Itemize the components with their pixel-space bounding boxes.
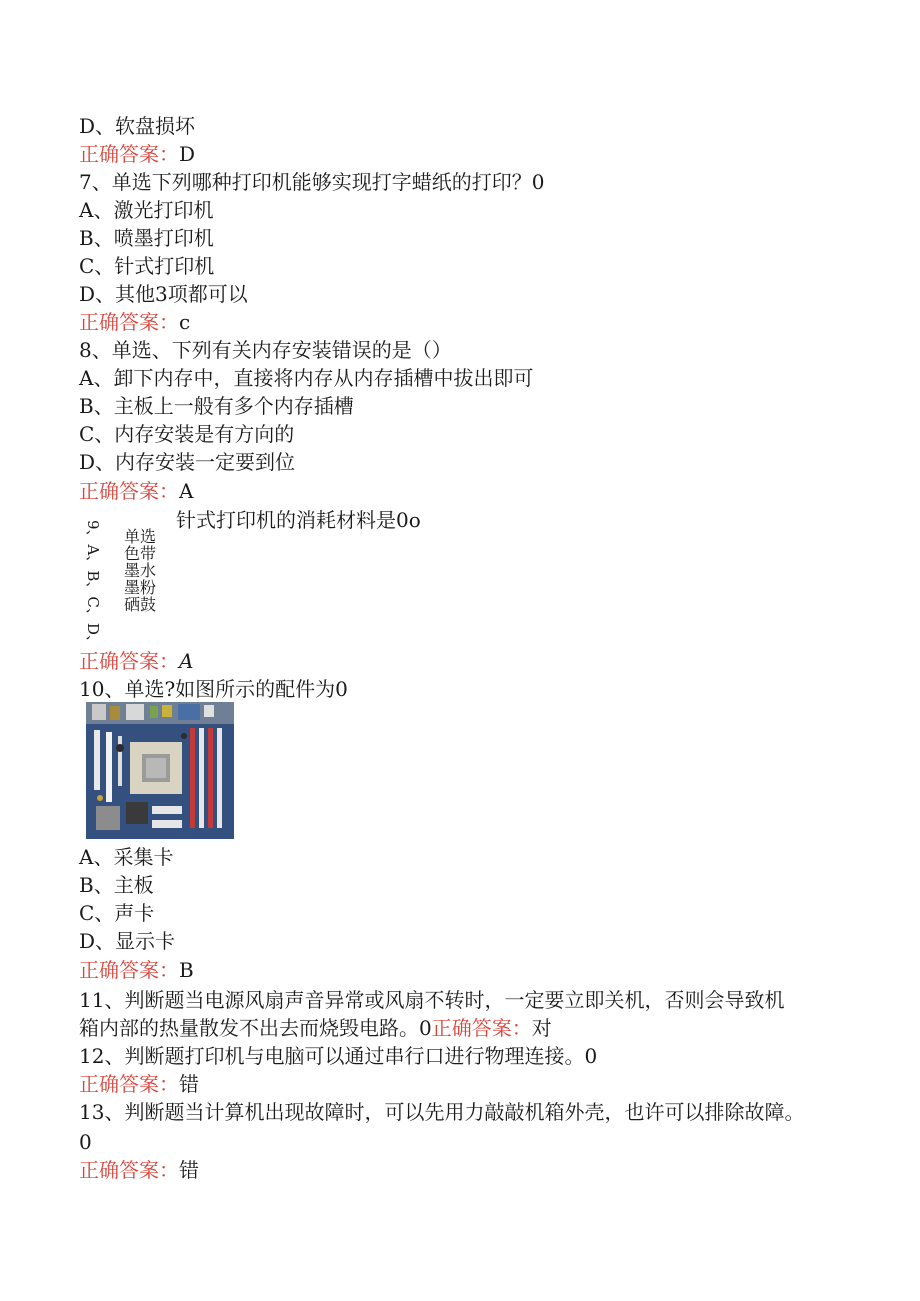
q11-question-text: 箱内部的热量散发不出去而烧毁电路。0 xyxy=(79,1016,432,1040)
q8-option-a: A、卸下内存中，直接将内存从内存插槽中拔出即可 xyxy=(79,366,534,390)
q8-option-b: B、主板上一般有多个内存插槽 xyxy=(79,394,354,418)
q10-question: 10、单选?如图所示的配件为0 xyxy=(79,677,348,701)
q7-answer xyxy=(79,308,190,336)
answer-label: 正确答案： xyxy=(79,479,179,503)
q9-question-stem: 针式打印机的消耗材料是0o xyxy=(176,508,421,532)
q8-option-c: C、内存安装是有方向的 xyxy=(79,422,295,446)
q11-question-line1: 11、判断题当电源风扇声音异常或风扇不转时，一定要立即关机，否则会导致机 xyxy=(79,988,785,1012)
q8-question: 8、单选、下列有关内存安装错误的是（） xyxy=(79,338,452,362)
q10-option-a: A、采集卡 xyxy=(79,845,174,869)
q8-answer xyxy=(79,477,193,505)
q13-question-line1: 13、判断题当计算机出现故障时，可以先用力敲敲机箱外壳，也许可以排除故障。 xyxy=(79,1100,805,1124)
motherboard-image xyxy=(86,702,234,839)
q7-option-c: C、针式打印机 xyxy=(79,254,215,278)
q6-option-d: D、软盘损坏 xyxy=(79,114,196,138)
q10-option-c: C、声卡 xyxy=(79,901,155,925)
q11-answer xyxy=(432,1016,552,1040)
q9-option-d: 硒鼓 xyxy=(124,595,157,614)
answer-value: A xyxy=(179,649,194,673)
q10-option-d: D、显示卡 xyxy=(79,929,176,953)
answer-label: 正确答案： xyxy=(79,649,179,673)
answer-value: B xyxy=(179,958,194,982)
q9-answer xyxy=(79,647,193,675)
answer-label: 正确答案： xyxy=(79,958,179,982)
answer-label: 正确答案： xyxy=(79,1158,179,1182)
q12-question: 12、判断题打印机与电脑可以通过串行口进行物理连接。0 xyxy=(79,1044,598,1068)
answer-label: 正确答案： xyxy=(431,1016,532,1040)
motherboard-picture xyxy=(86,702,234,839)
answer-value: 对 xyxy=(531,1016,552,1040)
q13-answer xyxy=(79,1156,199,1184)
q7-option-d: D、其他3项都可以 xyxy=(79,282,248,306)
q10-option-b: B、主板 xyxy=(79,873,154,897)
q9-option-a: 色带 xyxy=(124,544,157,563)
q12-answer xyxy=(79,1070,199,1098)
q9-option-b: 墨水 xyxy=(124,561,157,580)
answer-label: 正确答案： xyxy=(79,310,179,334)
q9-type: 单选 xyxy=(124,527,157,546)
q9-option-c: 墨粉 xyxy=(124,578,157,597)
q7-question: 7、单选下列哪种打印机能够实现打字蜡纸的打印？0 xyxy=(79,170,545,194)
answer-label: 正确答案： xyxy=(79,142,179,166)
q9-number-column: 9、A、B、C、D、 xyxy=(84,520,102,650)
q6-answer xyxy=(79,140,195,168)
q9-options xyxy=(124,528,156,613)
q13-question-line2: 0 xyxy=(79,1130,92,1154)
answer-value: D xyxy=(179,142,196,166)
q7-option-b: B、喷墨打印机 xyxy=(79,226,214,250)
q10-answer xyxy=(79,956,194,984)
answer-value: 错 xyxy=(179,1158,199,1182)
answer-value: 错 xyxy=(179,1072,199,1096)
answer-value: A xyxy=(179,479,194,503)
q11-question-line2 xyxy=(79,1014,552,1042)
answer-label: 正确答案： xyxy=(79,1072,179,1096)
answer-value: c xyxy=(179,310,191,334)
q7-option-a: A、激光打印机 xyxy=(79,198,214,222)
q8-option-d: D、内存安装一定要到位 xyxy=(79,450,296,474)
